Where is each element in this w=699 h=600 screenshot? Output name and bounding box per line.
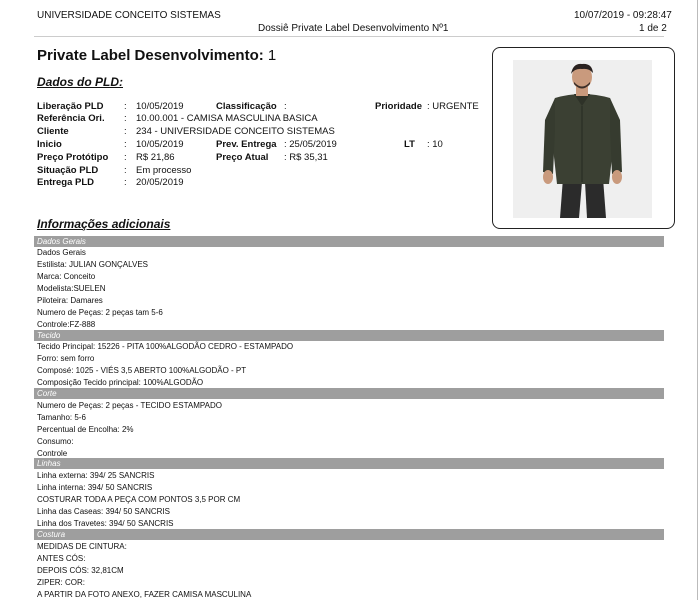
prev-entrega-label: Prev. Entrega xyxy=(216,139,277,150)
entrega-value: 20/05/2019 xyxy=(136,177,184,188)
prioridade-value: : URGENTE xyxy=(427,101,479,112)
dados-pld-heading: Dados do PLD: xyxy=(37,75,123,89)
linhas-line: COSTURAR TODA A PEÇA COM PONTOS 3,5 POR CM xyxy=(37,495,241,504)
entrega-colon: : xyxy=(124,177,127,188)
situacao-value: Em processo xyxy=(136,165,192,176)
report-title: Dossiê Private Label Desenvolvimento Nº1 xyxy=(258,23,449,34)
corte-line: Percentual de Encolha: 2% xyxy=(37,425,134,434)
classificacao-label: Classificação xyxy=(216,101,277,112)
liberacao-value: 10/05/2019 xyxy=(136,101,184,112)
corte-line: Controle xyxy=(37,449,68,458)
situacao-colon: : xyxy=(124,165,127,176)
liberacao-label: Liberação PLD xyxy=(37,101,104,112)
costura-line: MEDIDAS DE CINTURA: xyxy=(37,542,127,551)
dados-gerais-line: Marca: Conceito xyxy=(37,272,96,281)
section-bar-costura: Costura xyxy=(34,529,664,540)
section-bar-dados-gerais: Dados Gerais xyxy=(34,236,664,247)
preco-atual-label: Preço Atual xyxy=(216,152,269,163)
tecido-line: Forro: sem forro xyxy=(37,354,95,363)
prioridade-label: Prioridade xyxy=(375,101,422,112)
preco-prototipo-label: Preço Protótipo xyxy=(37,152,109,163)
preco-atual-value: : R$ 35,31 xyxy=(284,152,328,163)
linhas-line: Linha interna: 394/ 50 SANCRIS xyxy=(37,483,153,492)
header-divider xyxy=(34,36,664,37)
dados-gerais-line: Numero de Peças: 2 peças tam 5-6 xyxy=(37,308,163,317)
costura-line: ANTES CÓS: xyxy=(37,554,86,563)
dados-gerais-line: Estilista: JULIAN GONÇALVES xyxy=(37,260,148,269)
dados-gerais-line: Modelista:SUELEN xyxy=(37,284,106,293)
lt-value: : 10 xyxy=(427,139,443,150)
product-photo[interactable] xyxy=(513,60,652,218)
inicio-label: Inicio xyxy=(37,139,62,150)
dados-gerais-line: Dados Gerais xyxy=(37,248,86,257)
page-title xyxy=(37,47,276,64)
corte-line: Numero de Peças: 2 peças - TECIDO ESTAMPADO xyxy=(37,401,222,410)
tecido-line: Composição Tecido principal: 100%ALGODÃO xyxy=(37,378,204,387)
product-photo-frame xyxy=(492,47,675,229)
tecido-line: Composé: 1025 - VIÉS 3,5 ABERTO 100%ALGODÃO - PT xyxy=(37,366,247,375)
organization-name: UNIVERSIDADE CONCEITO SISTEMAS xyxy=(37,10,221,21)
lt-label: LT xyxy=(404,139,415,150)
corte-line: Consumo: xyxy=(37,437,74,446)
costura-line: ZIPER: COR: xyxy=(37,578,86,587)
inicio-value: 10/05/2019 xyxy=(136,139,184,150)
linhas-line: Linha dos Travetes: 394/ 50 SANCRIS xyxy=(37,519,174,528)
prev-entrega-value: : 25/05/2019 xyxy=(284,139,337,150)
costura-line: DEPOIS CÓS: 32,81CM xyxy=(37,566,124,575)
costura-line: A PARTIR DA FOTO ANEXO, FAZER CAMISA MASCULINA xyxy=(37,590,252,599)
referencia-colon: : xyxy=(124,113,127,124)
info-adicionais-heading: Informações adicionais xyxy=(37,217,171,231)
section-bar-linhas: Linhas xyxy=(34,458,664,469)
page-title-number: 1 xyxy=(267,47,277,64)
cliente-label: Cliente xyxy=(37,126,69,137)
preco-prototipo-value: R$ 21,86 xyxy=(136,152,175,163)
page-title-label: Private Label Desenvolvimento: xyxy=(37,47,264,64)
liberacao-colon: : xyxy=(124,101,127,112)
dados-gerais-line: Piloteira: Damares xyxy=(37,296,103,305)
section-bar-tecido: Tecido xyxy=(34,330,664,341)
cliente-value: 234 - UNIVERSIDADE CONCEITO SISTEMAS xyxy=(136,126,335,137)
entrega-label: Entrega PLD xyxy=(37,177,95,188)
referencia-value: 10.00.001 - CAMISA MASCULINA BASICA xyxy=(136,113,318,124)
section-bar-corte: Corte xyxy=(34,388,664,399)
page-indicator: 1 de 2 xyxy=(639,23,667,34)
dados-gerais-line: Controle:FZ-888 xyxy=(37,320,96,329)
linhas-line: Linha externa: 394/ 25 SANCRIS xyxy=(37,471,155,480)
cliente-colon: : xyxy=(124,126,127,137)
inicio-colon: : xyxy=(124,139,127,150)
referencia-label: Referência Ori. xyxy=(37,113,105,124)
print-datetime: 10/07/2019 - 09:28:47 xyxy=(574,10,672,21)
model-illustration xyxy=(513,60,652,218)
classificacao-value: : xyxy=(284,101,287,112)
preco-prototipo-colon: : xyxy=(124,152,127,163)
tecido-line: Tecido Principal: 15226 - PITA 100%ALGODÃO CEDRO - ESTAMPADO xyxy=(37,342,294,351)
corte-line: Tamanho: 5-6 xyxy=(37,413,86,422)
linhas-line: Linha das Caseas: 394/ 50 SANCRIS xyxy=(37,507,170,516)
page-edge xyxy=(697,0,698,600)
situacao-label: Situação PLD xyxy=(37,165,99,176)
